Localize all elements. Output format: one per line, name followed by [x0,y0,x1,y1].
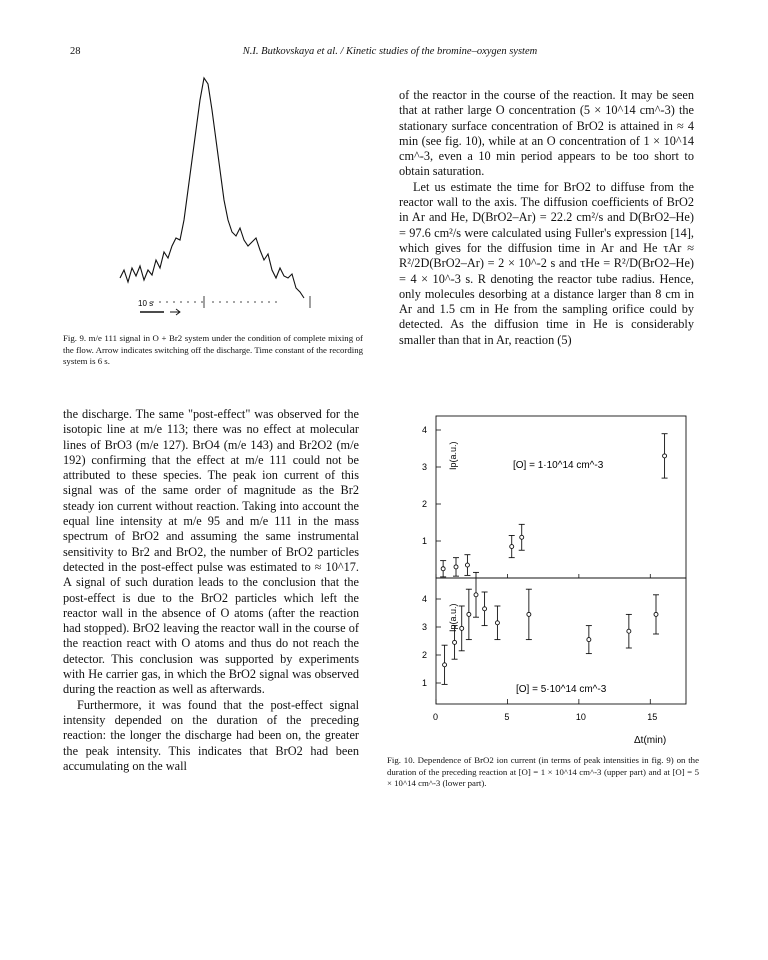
y-tick-label: 4 [422,425,428,435]
lower-data-point [460,626,464,630]
upper-data-point [520,535,524,539]
running-header [70,46,710,62]
lower-data-point [467,612,471,616]
paragraph: the discharge. The same "post-effect" was observed for the isotopic line at m/e 113; there was no effect at molecular lines of BrO3 (m/e 127). BrO4 (m/e 143) and Br2O2 (m/e 192) confirming that the effect at m/e 111 could not be attributed to these species. The peak ion current of this signal was of the same order of magnitude as the Br2 steady ion current without reaction. Taking into account the equal line intensity at m/e 95 and m/e 111 in the mass spectrum of BrO2 and assuming the same instrumental sensitivity to Br2 and BrO2, the number of BrO2 particles detected in the post-effect pulse was estimated to ≈ 10^17. A signal of such duration leads to the conclusion that the post-effect is due to the BrO2 particles which left the reactor wall in the absence of O atoms (after the reaction had stopped). BrO2 leaving the reactor wall in the course of the reaction react with O atoms and thus do not reach the detector. This conclusion was supported by experiments with He carrier gas, in which the BrO2 signal was observed during the reaction as well as afterwards. [63,407,359,697]
page-number: 28 [70,46,81,57]
y-axis-label-lower: Ip(a.u.) [448,603,458,632]
y-tick-label: 1 [422,678,428,688]
lower-data-point [627,629,631,633]
time-scale-label: 10 s [138,299,154,308]
upper-data-point [454,565,458,569]
figure-9-caption: Fig. 9. m/e 111 signal in O + Br2 system under the condition of complete mixing of the flow. Arrow indicates switching off the discharge. Time constant of the recording system is 6 s. [63,333,363,366]
upper-data-point [510,545,514,549]
lower-data-point [495,621,499,625]
lower-panel-label: [O] = 5·10^14 cm^-3 [516,684,607,695]
y-axis-label-upper: Ip(a.u.) [448,441,458,470]
y-tick-label: 3 [422,622,428,632]
paragraph: Let us estimate the time for BrO2 to diffuse from the reactor wall to the axis. The diffusion coefficients of BrO2 in Ar and He, D(BrO2–Ar) = 22.2 cm²/s and D(BrO2–He) = 97.6 cm²/s were calculated using Fuller's expression [14], which gives for the diffusion time in Ar and He τAr ≈ R²/2D(BrO2–Ar) = 2 × 10^-2 s and τHe = R²/D(BrO2–He) = 4 × 10^-3 s. R denoting the reactor tube radius. Hence, only molecules desorbing at a distance larger than 8 cm in Ar and 1.5 cm in He from the sampling orifice could by detected. As the diffusion time in He is considerably smaller than that in Ar, reaction (5) [399,179,694,347]
running-title: N.I. Butkovskaya et al. / Kinetic studies of the bromine–oxygen system [242,46,538,57]
x-tick-label: 0 [433,712,439,722]
upper-panel-label: [O] = 1·10^14 cm^-3 [513,460,604,471]
lower-data-point [443,663,447,667]
upper-panel-frame [436,416,686,578]
left-bottom-column [63,407,359,774]
upper-data-point [465,563,469,567]
paragraph: Furthermore, it was found that the post-effect signal intensity depended on the duration of the preceding reaction: the longer the discharge had been on, the greater the peak intensity. This indicates that BrO2 had been accumulating on the wall [63,697,359,773]
x-tick-label: 10 [575,712,586,722]
discharge-off-arrow-icon [170,309,180,315]
y-tick-label: 1 [422,536,428,546]
right-top-column [399,88,694,348]
lower-data-point [587,638,591,642]
lower-data-point [654,612,658,616]
y-tick-label: 2 [422,650,428,660]
lower-data-point [453,640,457,644]
x-tick-label: 5 [504,712,510,722]
y-tick-label: 3 [422,462,428,472]
lower-data-point [474,593,478,597]
figure-10-caption: Fig. 10. Dependence of BrO2 ion current (in terms of peak intensities in fig. 9) on the duration of the preceding reaction at [O] = 1 × 10^14 cm^-3 (upper part) and at [O] = 5 × 10^14 cm^-3 (lower part). [387,755,699,788]
lower-data-point [527,612,531,616]
y-tick-label: 2 [422,499,428,509]
y-tick-label: 4 [422,594,428,604]
figure-9-signal-trace [112,70,342,320]
lower-data-point [483,607,487,611]
upper-data-point [663,454,667,458]
x-axis-label: Δt(min) [634,735,667,746]
upper-data-point [441,567,445,571]
signal-trace [120,78,304,298]
paragraph: of the reactor in the course of the reaction. It may be seen that at rather large O concentration (5 × 10^14 cm^-3) the stationary surface concentration of BrO2 is attained in ≈ 4 min (see fig. 10), while at an O concentration of 1 × 10^14 cm^-3, even a 10 min period appears to be too short to obtain saturation. [399,88,694,179]
x-tick-label: 15 [647,712,658,722]
figure-10-plot [398,410,698,760]
